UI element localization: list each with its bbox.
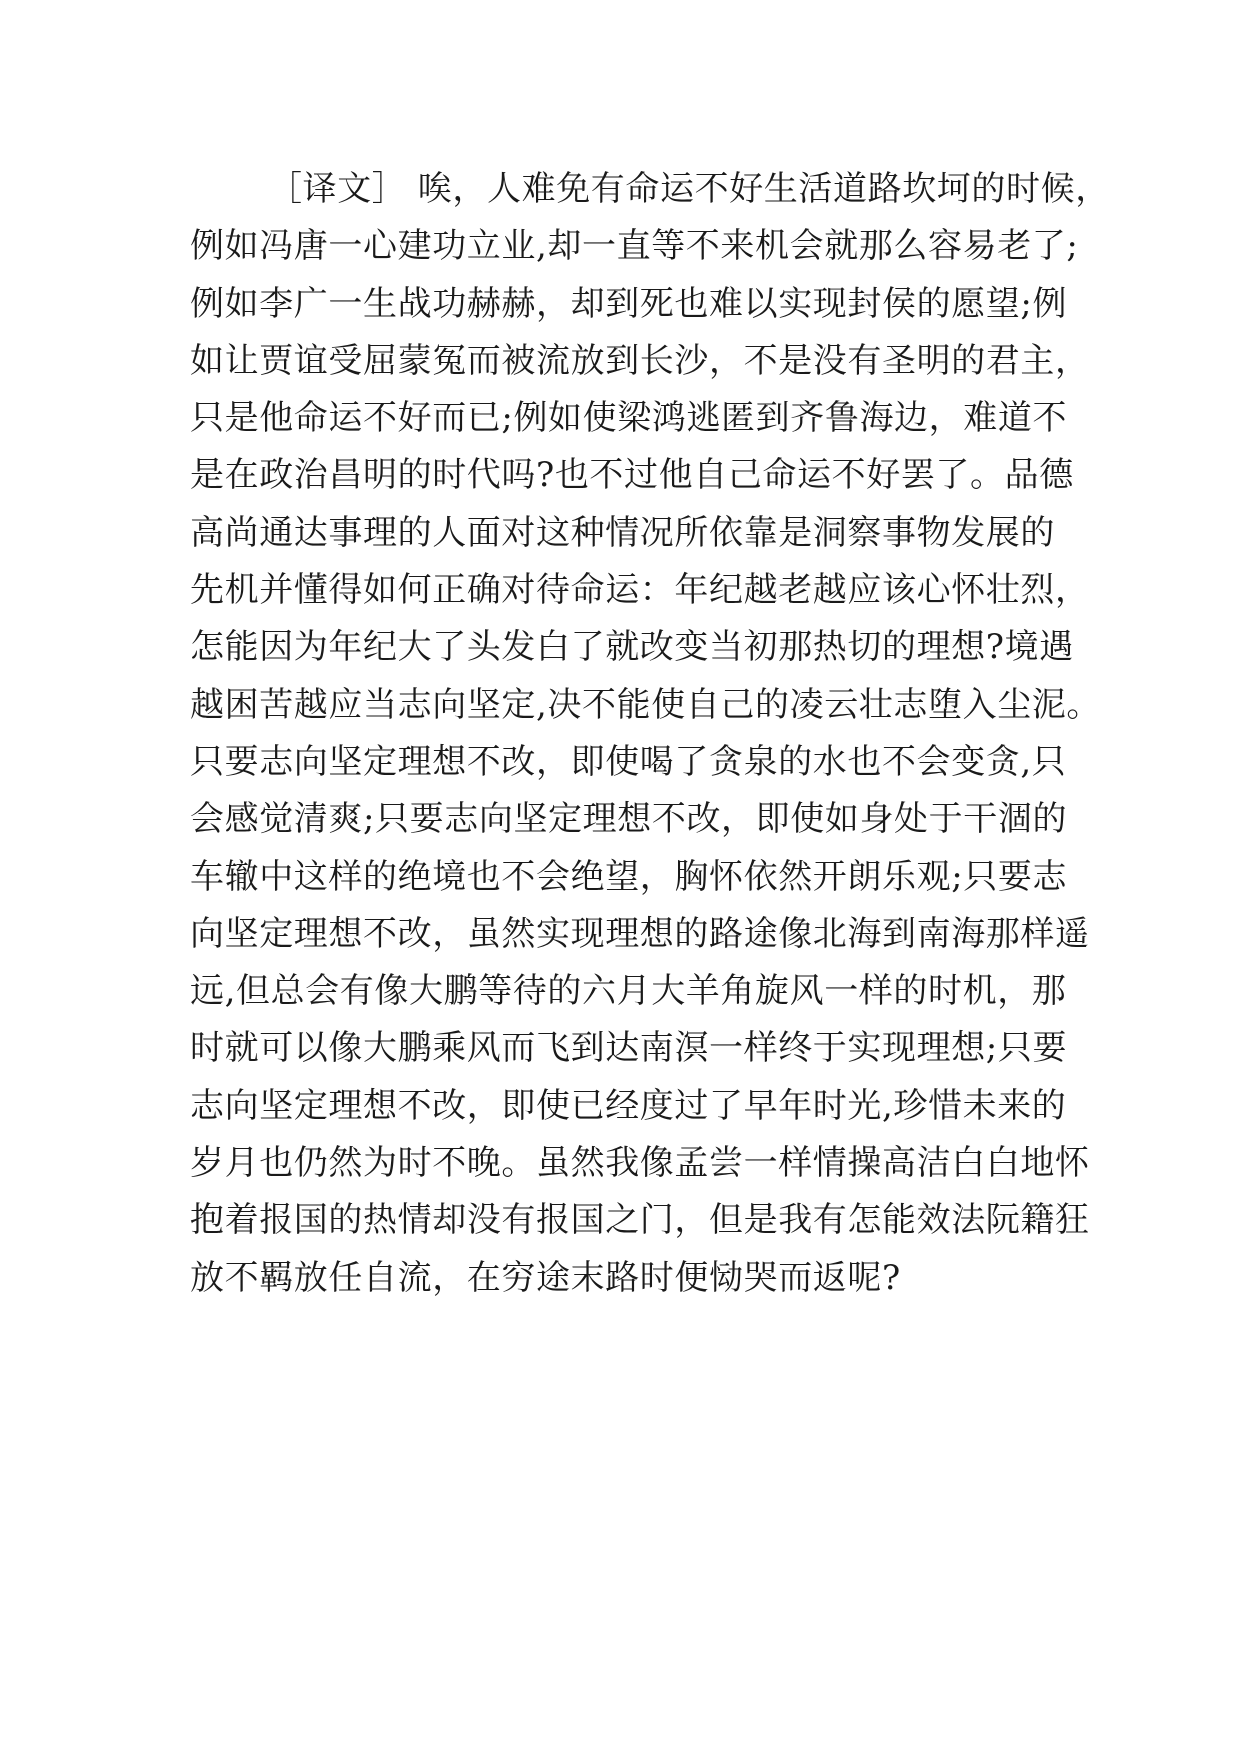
- text-line: 高尚通达事理的人面对这种情况所依靠是洞察事物发展的: [190, 512, 1055, 553]
- text-line: 只要志向坚定理想不改，即使喝了贪泉的水也不会变贪,只: [190, 741, 1067, 782]
- text-line: 放不羁放任自流，在穷途末路时便恸哭而返呢?: [190, 1257, 901, 1298]
- translation-text: [190, 161, 1110, 1307]
- text-line: 怎能因为年纪大了头发白了就改变当初那热切的理想?境遇: [190, 627, 1074, 668]
- text-line: 是在政治昌明的时代吗?也不过他自己命运不好罢了。品德: [190, 455, 1074, 496]
- text-line: 抱着报国的热情却没有报国之门，但是我有怎能效法阮籍狂: [190, 1200, 1090, 1241]
- text-line: 向坚定理想不改，虽然实现理想的路途像北海到南海那样遥: [190, 913, 1090, 954]
- text-line: 时就可以像大鹏乘风而飞到达南溟一样终于实现理想;只要: [190, 1028, 1068, 1069]
- text-line: 先机并懂得如何正确对待命运：年纪越老越应该心怀壮烈，: [190, 570, 1090, 611]
- text-line: 岁月也仍然为时不晚。虽然我像孟尝一样情操高洁白白地怀: [190, 1143, 1090, 1184]
- text-line: 如让贾谊受屈蒙冤而被流放到长沙，不是没有圣明的君主，: [190, 340, 1090, 381]
- text-line: 志向坚定理想不改，即使已经度过了早年时光,珍惜未来的: [190, 1085, 1067, 1126]
- text-line: 车辙中这样的绝境也不会绝望，胸怀依然开朗乐观;只要志: [190, 856, 1068, 897]
- text-line: 例如冯唐一心建功立业,却一直等不来机会就那么容易老了;: [190, 226, 1079, 267]
- text-line: 只是他命运不好而已;例如使梁鸿逃匿到齐鲁海边，难道不: [190, 398, 1068, 439]
- text-line: 越困苦越应当志向坚定,决不能使自己的凌云壮志堕入尘泥。: [190, 684, 1102, 725]
- text-line: 例如李广一生战功赫赫，却到死也难以实现封侯的愿望;例: [190, 283, 1068, 324]
- text-line: 远,但总会有像大鹏等待的六月大羊角旋风一样的时机，那: [190, 971, 1067, 1012]
- text-line: ［译文］ 唉，人难免有命运不好生活道路坎坷的时候，: [268, 169, 1110, 209]
- text-line: 会感觉清爽;只要志向坚定理想不改，即使如身处于干涸的: [190, 799, 1068, 840]
